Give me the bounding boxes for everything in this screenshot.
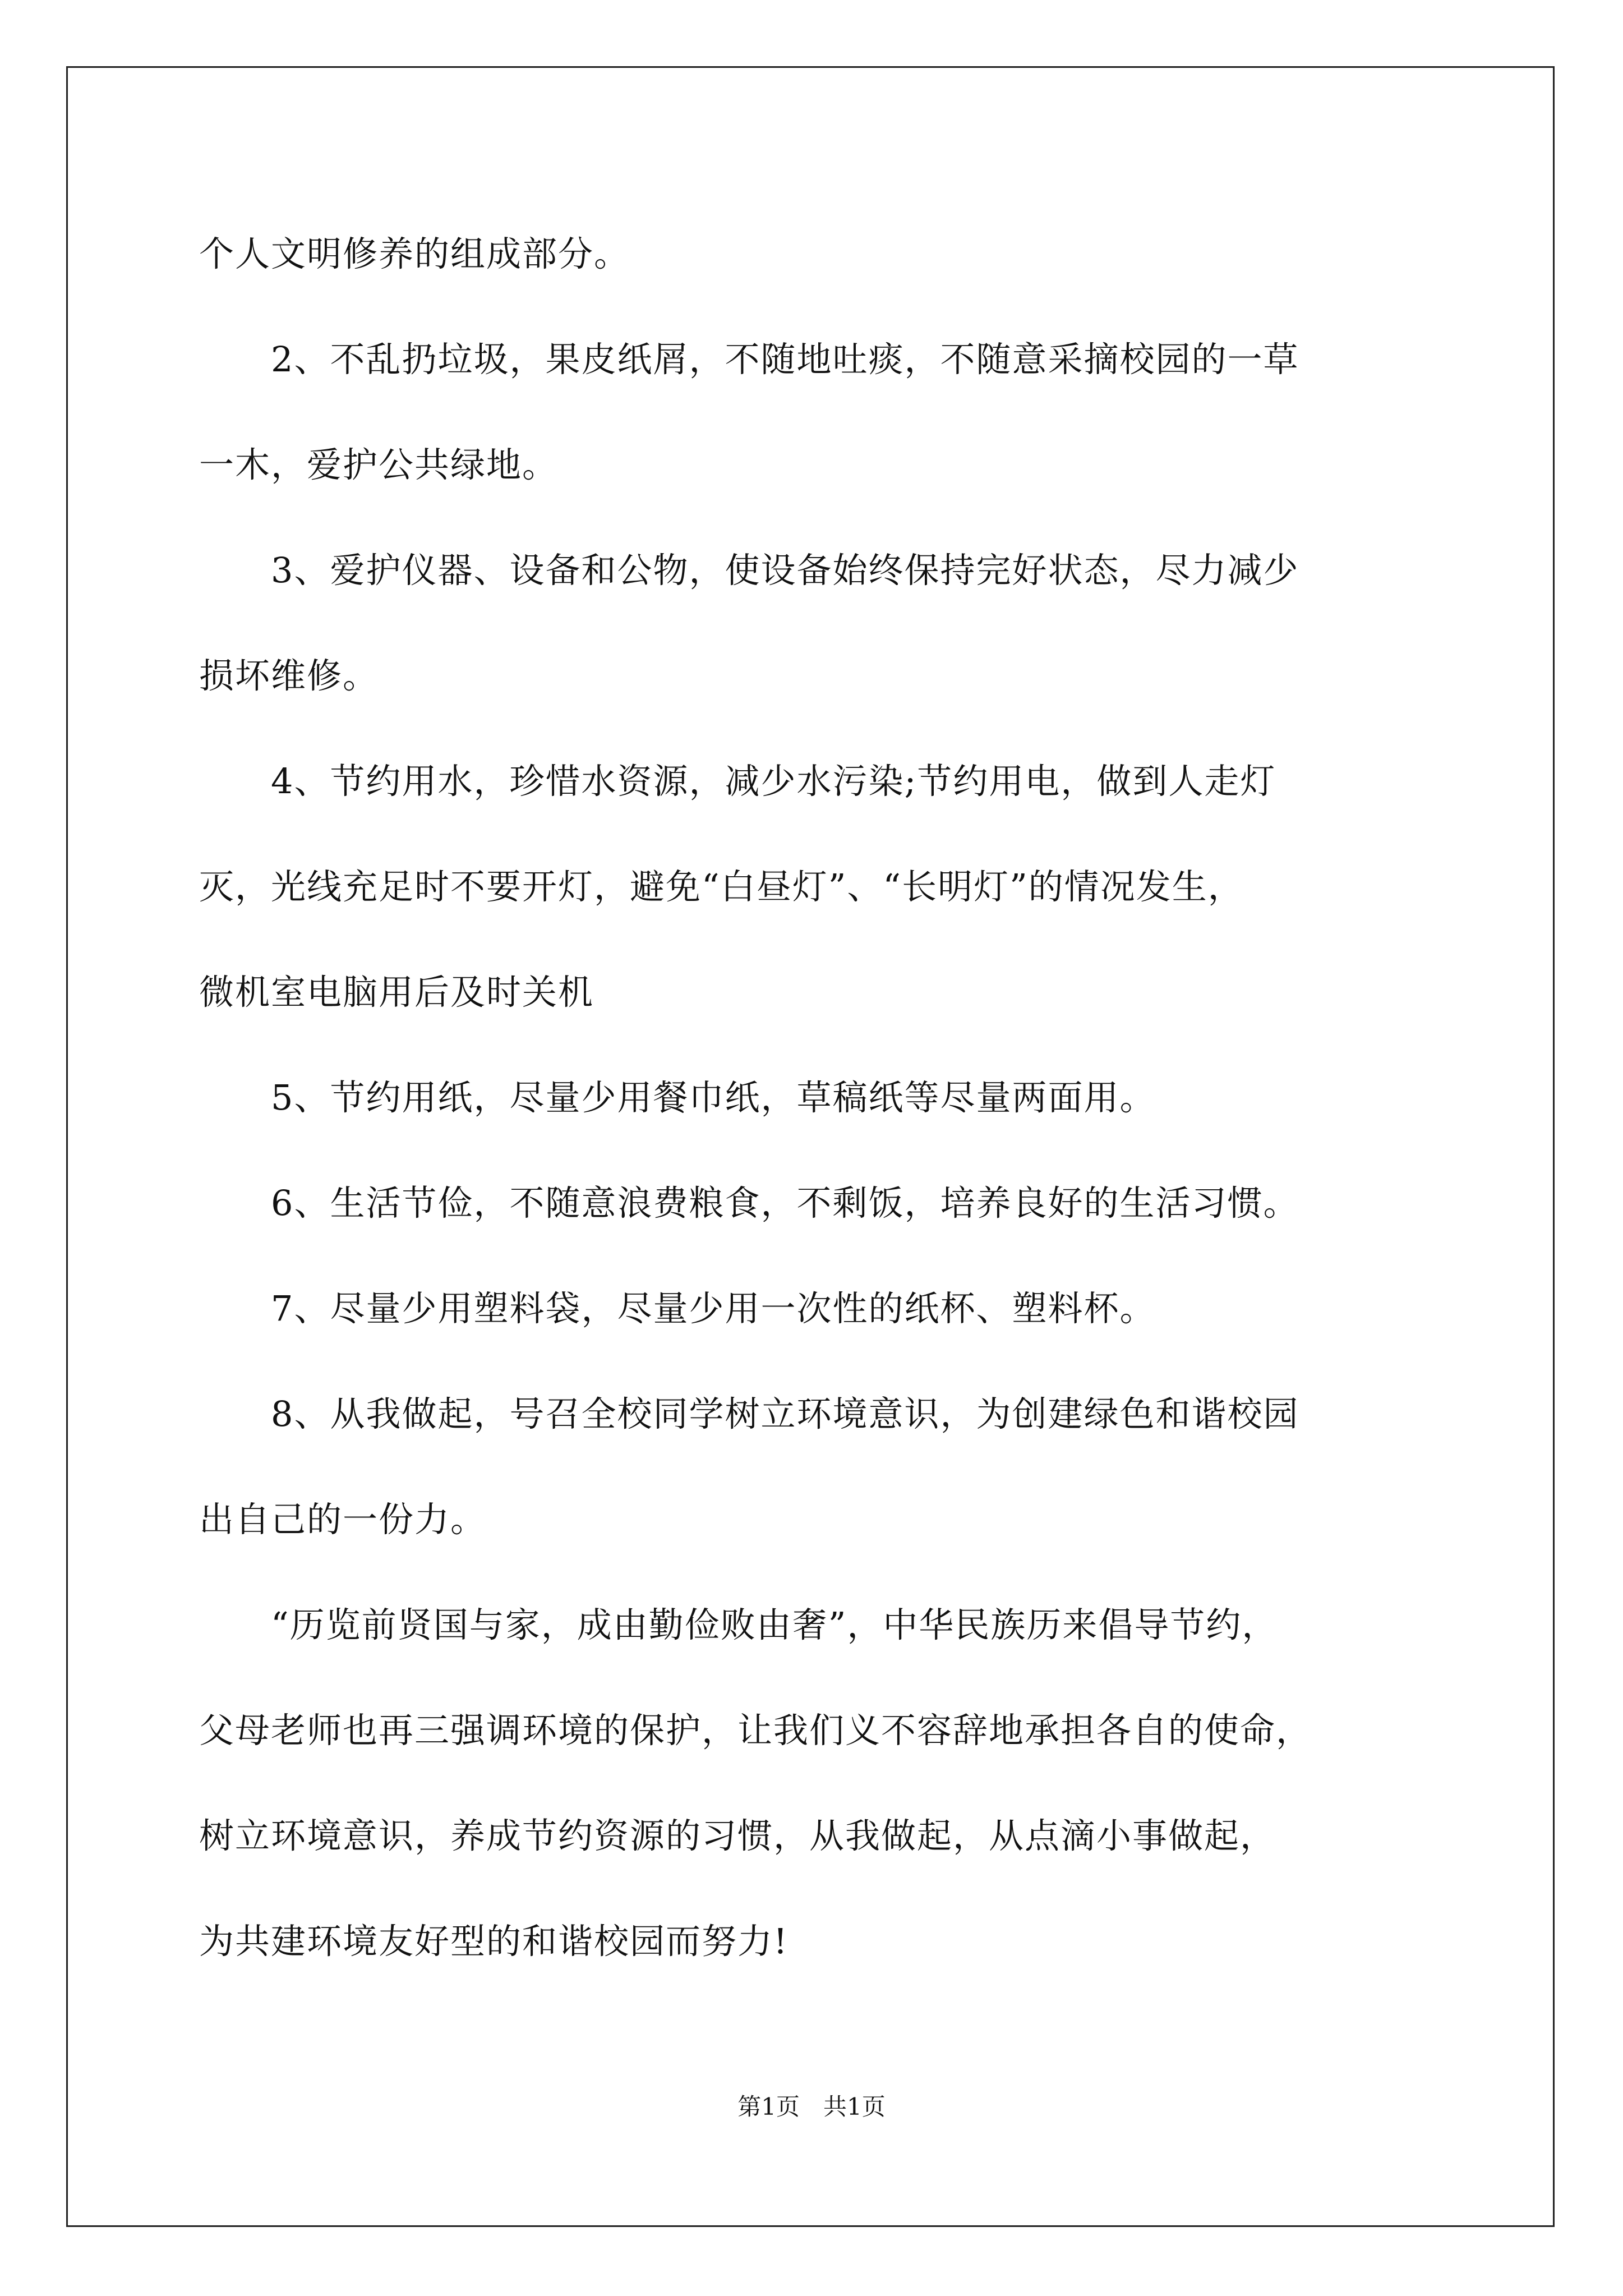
body-line: 3、爱护仪器、设备和公物，使设备始终保持完好状态，尽力减少 xyxy=(199,550,1299,591)
body-line: 树立环境意识，养成节约资源的习惯，从我做起，从点滴小事做起， xyxy=(199,1815,1276,1856)
body-line: 8、从我做起，号召全校同学树立环境意识，为创建绿色和谐校园 xyxy=(199,1393,1299,1434)
body-line: 损坏维修。 xyxy=(199,655,379,696)
page-footer: 第1页 共1页 xyxy=(737,2093,886,2120)
body-line: 7、尽量少用塑料袋，尽量少用一次性的纸杯、塑料杯。 xyxy=(199,1288,1156,1329)
body-line: 个人文明修养的组成部分。 xyxy=(199,233,630,274)
body-line: 为共建环境友好型的和谐校园而努力! xyxy=(199,1921,789,1962)
body-line: 4、节约用水，珍惜水资源，减少水污染;节约用电，做到人走灯 xyxy=(199,761,1276,802)
body-line: 6、生活节俭，不随意浪费粮食，不剩饭，培养良好的生活习惯。 xyxy=(199,1182,1299,1223)
body-line: 出自己的一份力。 xyxy=(199,1499,487,1540)
body-line: 父母老师也再三强调环境的保护，让我们义不容辞地承担各自的使命， xyxy=(199,1710,1312,1751)
body-line: 一木，爱护公共绿地。 xyxy=(199,444,559,485)
body-line: 微机室电脑用后及时关机 xyxy=(199,972,594,1013)
body-line: 5、节约用纸，尽量少用餐巾纸，草稿纸等尽量两面用。 xyxy=(199,1077,1156,1118)
page-border xyxy=(66,66,1555,2227)
body-line: 2、不乱扔垃圾，果皮纸屑，不随地吐痰，不随意采摘校园的一草 xyxy=(199,339,1299,380)
body-line: 灭，光线充足时不要开灯，避免“白昼灯”、“长明灯”的情况发生， xyxy=(199,866,1244,907)
body-line: “历览前贤国与家，成由勤俭败由奢”，中华民族历来倡导节约， xyxy=(199,1604,1278,1645)
